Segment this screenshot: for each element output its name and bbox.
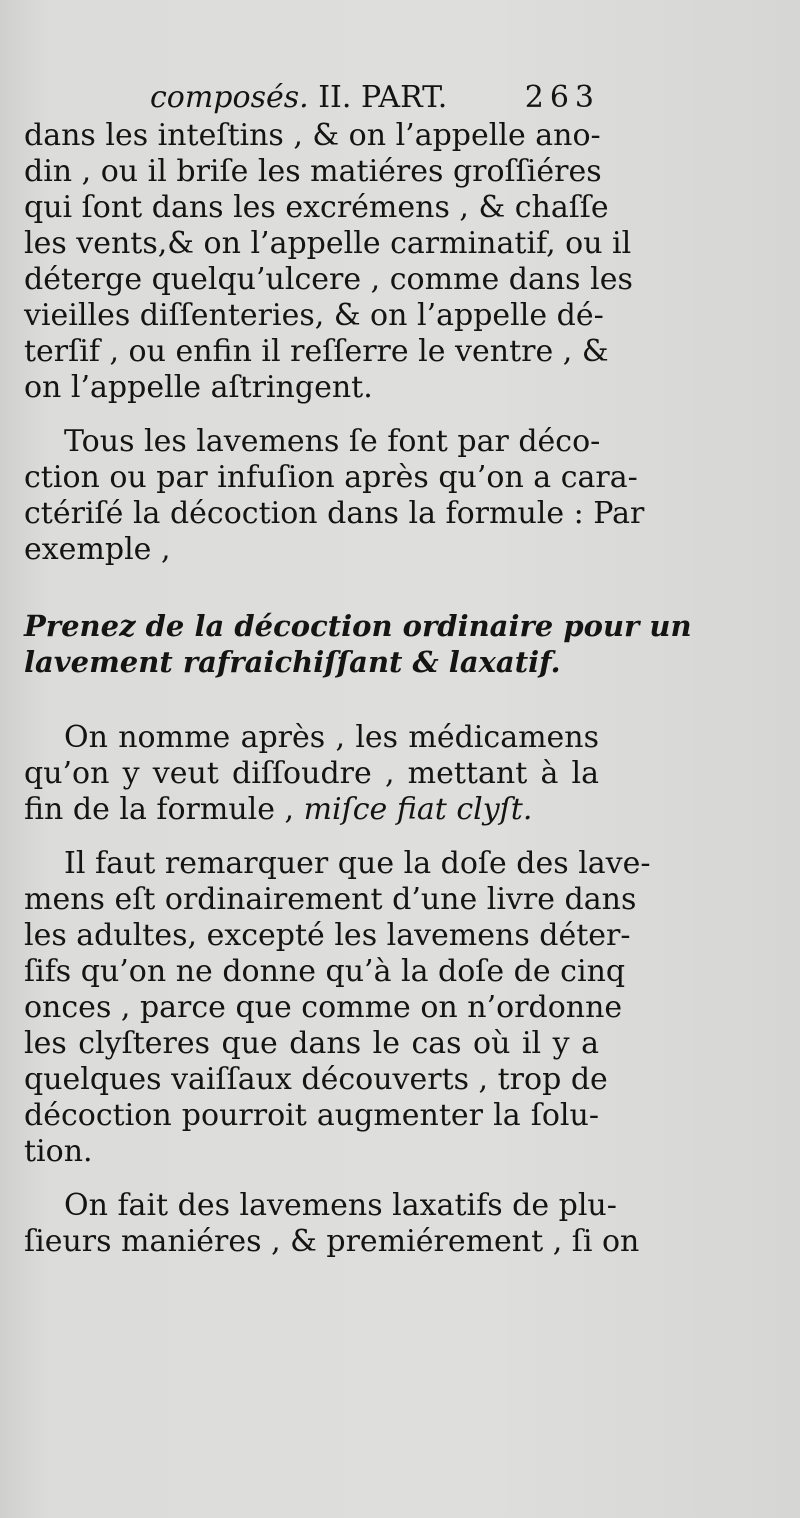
text-line: On fait des lavemens laxatifs de plu-: [64, 1188, 617, 1223]
page-number: 263: [524, 80, 600, 115]
prescription-formula: [24, 608, 692, 680]
text-line: les adultes, excepté les lavemens déter-: [24, 918, 631, 953]
paragraph-4: [24, 846, 651, 1170]
text-line: qui ſont dans les excrémens , & chaſſe: [24, 190, 609, 225]
text-line: quelques vaiſſaux découverts , trop de: [24, 1062, 608, 1097]
running-title-italic: composés.: [150, 80, 309, 115]
page-body: [24, 118, 692, 1260]
text-line: dans les inteſtins , & on l’appelle ano-: [24, 118, 601, 153]
text-line: din , ou il briſe les matiéres groſſiéres: [24, 154, 602, 189]
text-line: On nomme après , les médicamens: [64, 720, 599, 755]
text-line: on l’appelle aſtringent.: [24, 370, 373, 405]
text-line: vieilles diſſenteries, & on l’appelle dé-: [24, 298, 604, 333]
paragraph-3: [24, 720, 599, 828]
text-line: qu’on y veut diſſoudre , mettant à la: [24, 756, 599, 791]
text-line: ction ou par infuſion après qu’on a cara-: [24, 460, 638, 495]
text-line: ſieurs maniéres , & premiérement , ſi on: [24, 1224, 640, 1259]
paragraph-2: [24, 424, 645, 568]
text-line: décoction pourroit augmenter la ſolu-: [24, 1098, 599, 1133]
text-line-start: fin de la formule ,: [24, 792, 304, 827]
text-line: déterge quelqu’ulcere , comme dans les: [24, 262, 633, 297]
text-line: ctériſé la décoction dans la formule : Par: [24, 496, 645, 531]
text-line: les clyſteres que dans le cas où il y a: [24, 1026, 599, 1061]
text-line: terſif , ou enfin il reſſerre le ventre , &: [24, 334, 609, 369]
text-line: Il faut remarquer que la doſe des lave-: [64, 846, 651, 881]
text-line: onces , parce que comme on n’ordonne: [24, 990, 623, 1025]
latin-phrase: miſce fiat clyſt.: [303, 792, 533, 827]
text-line: mens eſt ordinairement d’une livre dans: [24, 882, 637, 917]
paragraph-1: [24, 118, 633, 406]
text-line: exemple ,: [24, 532, 171, 567]
formula-line: lavement rafraichiſſant & laxatif.: [24, 645, 561, 679]
running-title-part: II. PART.: [308, 80, 448, 115]
text-line: Tous les lavemens ſe font par déco-: [64, 424, 601, 459]
paragraph-5: [24, 1188, 640, 1260]
text-line: ſifs qu’on ne donne qu’à la doſe de cinq: [24, 954, 626, 989]
formula-line: Prenez de la décoction ordinaire pour un: [24, 609, 692, 643]
text-line: [24, 792, 599, 828]
running-header: [150, 78, 600, 118]
text-line: les vents,& on l’appelle carminatif, ou il: [24, 226, 632, 261]
text-line: tion.: [24, 1134, 93, 1169]
